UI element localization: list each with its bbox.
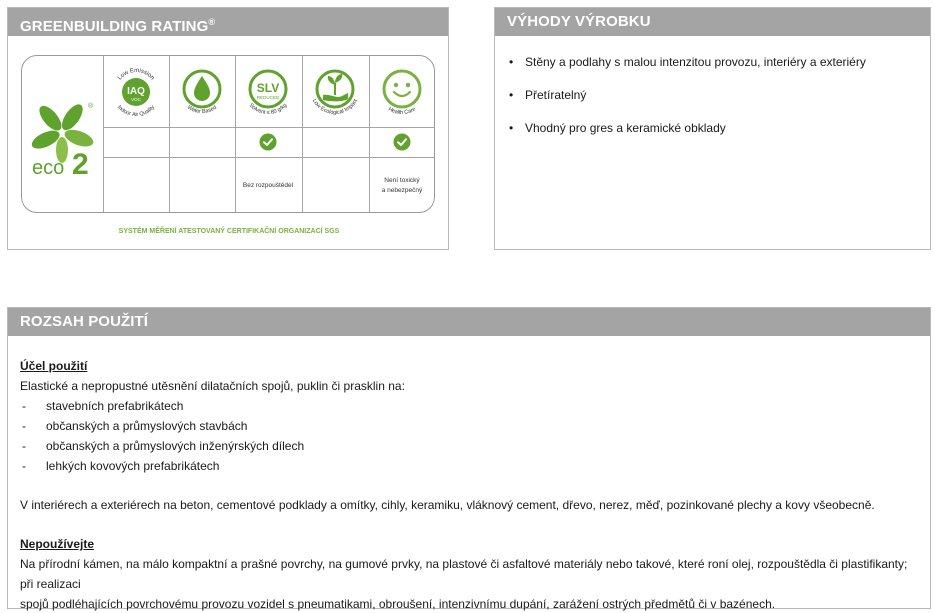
list-item: • Vhodný pro gres a keramické obklady bbox=[509, 121, 726, 135]
nepouzivejte-heading: Nepoužívejte bbox=[20, 537, 95, 551]
smiley-icon bbox=[371, 61, 433, 123]
svg-text:Low Ecological Impact: Low Ecological Impact bbox=[310, 97, 360, 116]
vyhody-header: VÝHODY VÝROBKU bbox=[495, 8, 930, 36]
eco2-reg-mark: ® bbox=[88, 103, 94, 110]
svg-text:Water Based: Water Based bbox=[186, 104, 218, 115]
ucel-text: Elastické a nepropustné utěsnění dilatačních spojů, puklin či prasklin na: bbox=[20, 379, 405, 393]
list-item: - lehkých kovových prefabrikátech bbox=[22, 459, 220, 473]
hand-plant-icon bbox=[304, 61, 366, 123]
rating-grid bbox=[103, 56, 435, 213]
nepouzivejte-line-2: spojů podléhajících povrchovému provozu vozidel s pneumatikami, obroušení, intenzivnímu dupání, zarážení ostrých předmětů či v bazénech. bbox=[20, 597, 776, 611]
svg-text:Low Emission: Low Emission bbox=[116, 67, 156, 81]
greenbuilding-panel bbox=[7, 7, 449, 250]
greenbuilding-title: GREENBUILDING RATING bbox=[20, 18, 209, 35]
usage-paragraph: V interiérech a exteriérech na beton, cementové podklady a omítky, cihly, keramiku, vláknový cement, dřevo, nerez, měď, pozinkované plechy a kovy všeobecně. bbox=[20, 498, 875, 512]
check-icon bbox=[393, 133, 411, 151]
eco-number: 2 bbox=[72, 148, 89, 181]
list-item: - občanských a průmyslových inženýrských dílech bbox=[22, 439, 305, 453]
svg-text:Indoor Air Quality: Indoor Air Quality bbox=[115, 103, 157, 118]
health-check-cell bbox=[369, 127, 435, 157]
iaq-cell bbox=[103, 56, 169, 127]
note-bez-rozpoustedel: Bez rozpouštědel bbox=[242, 181, 294, 189]
benefits-list bbox=[495, 36, 932, 135]
svg-text:REDUCED: REDUCED bbox=[256, 94, 280, 100]
svg-text:SLV: SLV bbox=[256, 80, 280, 95]
health-cell bbox=[369, 56, 435, 127]
nepouzivejte-line-1: Na přírodní kámen, na málo kompaktní a prašné povrchy, na gumové prvky, na plastové či asfaltové materiály nebo takové, které roní olej, rozpouštědla či plastifikanty; při realizaci bbox=[20, 557, 908, 591]
registered-mark: ® bbox=[208, 17, 216, 27]
eco-text: eco bbox=[32, 157, 65, 179]
eco2-logo bbox=[22, 56, 103, 213]
svg-text:VOC: VOC bbox=[131, 96, 141, 102]
svg-text:Health Care: Health Care bbox=[387, 105, 417, 116]
eco-impact-cell bbox=[302, 56, 368, 127]
slv-check-cell bbox=[235, 127, 301, 157]
greenbuilding-header bbox=[8, 8, 448, 36]
sgs-caption: SYSTÉM MĚŘENÍ ATESTOVANÝ CERTIFIKAČNÍ ORGANIZACÍ SGS bbox=[118, 228, 340, 235]
water-cell bbox=[169, 56, 235, 127]
rozsah-header: ROZSAH POUŽITÍ bbox=[8, 308, 930, 336]
list-item: • Přetíratelný bbox=[509, 88, 587, 102]
eco2-leaves-icon bbox=[22, 56, 103, 213]
rozsah-panel bbox=[7, 307, 931, 609]
svg-text:IAQ: IAQ bbox=[127, 85, 145, 97]
list-item: - občanských a průmyslových stavbách bbox=[22, 419, 248, 433]
note-neni-toxicky: Není toxický a nebezpečný bbox=[381, 176, 423, 194]
usage-content bbox=[20, 356, 920, 613]
vyhody-panel bbox=[494, 7, 931, 250]
list-item: - stavebních prefabrikátech bbox=[22, 399, 184, 413]
water-drop-icon bbox=[172, 61, 232, 123]
slv-icon bbox=[237, 61, 299, 123]
list-item: • Stěny a podlahy s malou intenzitou provozu, interiéry a exteriéry bbox=[509, 55, 866, 69]
svg-text:Solvent ≤ 80 g/kg: Solvent ≤ 80 g/kg bbox=[247, 102, 289, 116]
ucel-heading: Účel použití bbox=[20, 359, 88, 373]
rating-card bbox=[21, 55, 435, 213]
iaq-icon bbox=[106, 61, 166, 123]
slv-cell bbox=[235, 56, 301, 127]
check-icon bbox=[259, 133, 277, 151]
